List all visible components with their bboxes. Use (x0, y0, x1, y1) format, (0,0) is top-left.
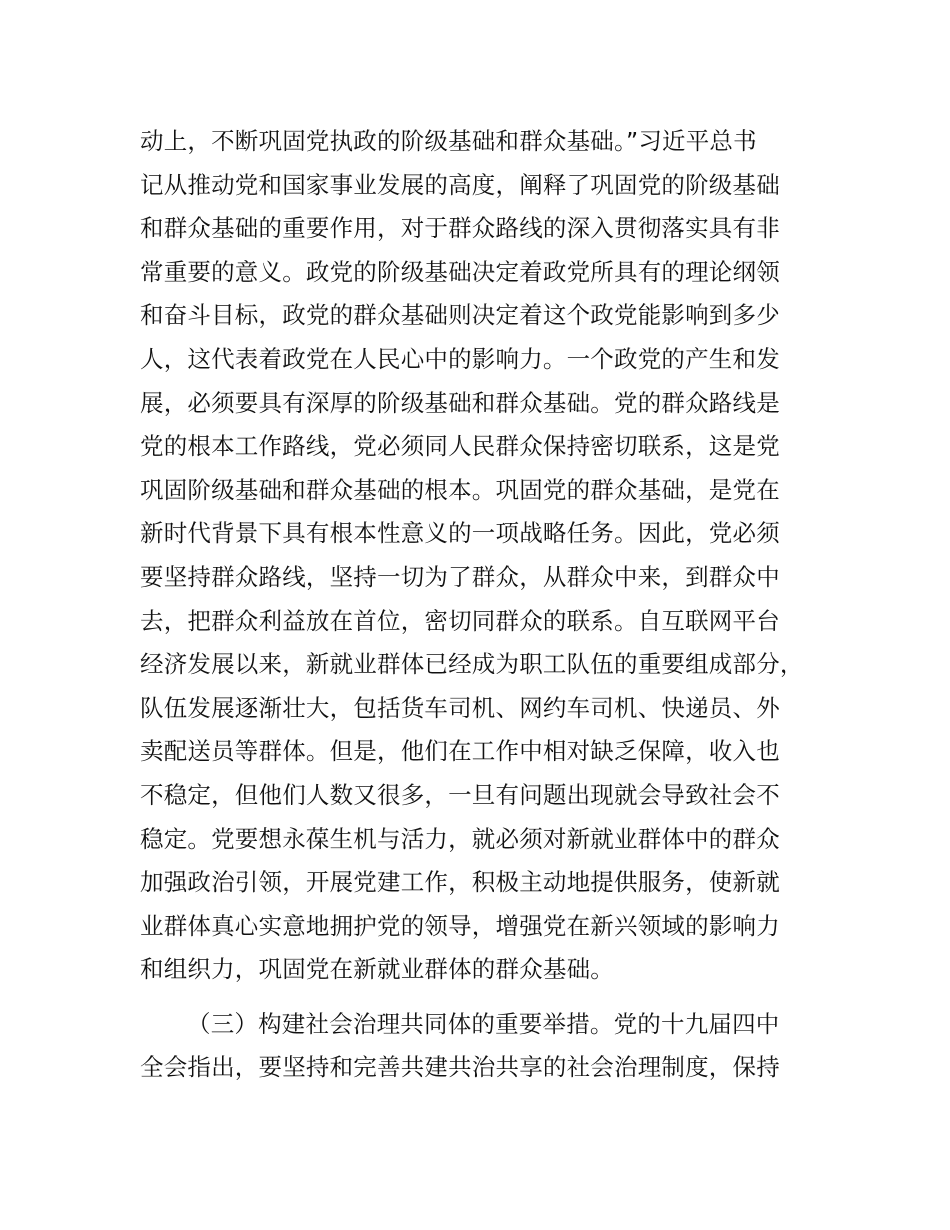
text-line: 卖配送员等群体。但是，他们在工作中相对缺乏保障，收入也 (140, 737, 780, 766)
text-line: 要坚持群众路线，坚持一切为了群众，从群众中来，到群众中 (140, 562, 780, 591)
text-line: 党的根本工作路线，党必须同人民群众保持密切联系，这是党 (140, 432, 780, 461)
text-line: 加强政治引领，开展党建工作，积极主动地提供服务，使新就 (140, 868, 780, 897)
document-body (140, 120, 840, 1090)
paragraph-2 (140, 1003, 840, 1090)
text-line: 去，把群众利益放在首位，密切同群众的联系。自互联网平台 (140, 606, 780, 635)
paragraph-spacing (140, 992, 840, 1003)
paragraph-1 (140, 120, 840, 992)
text-line: 常重要的意义。政党的阶级基础决定着政党所具有的理论纲领 (140, 257, 780, 286)
text-line: 业群体真心实意地拥护党的领导，增强党在新兴领域的影响力 (140, 911, 780, 940)
text-line: 人，这代表着政党在人民心中的影响力。一个政党的产生和发 (140, 344, 780, 373)
text-line: 和群众基础的重要作用，对于群众路线的深入贯彻落实具有非 (140, 214, 780, 243)
text-line: 动上，不断巩固党执政的阶级基础和群众基础。”习近平总书 (140, 127, 757, 155)
text-line: 稳定。党要想永葆生机与活力，就必须对新就业群体中的群众 (140, 824, 780, 853)
text-line: 不稳定，但他们人数又很多，一旦有问题出现就会导致社会不 (140, 780, 780, 809)
text-line: （三）构建社会治理共同体的重要举措。党的十九届四中 (187, 1009, 780, 1038)
text-line: 全会指出，要坚持和完善共建共治共享的社会治理制度，保持 (140, 1053, 780, 1082)
text-line: 和组织力，巩固党在新就业群体的群众基础。 (140, 955, 614, 984)
text-line: 经济发展以来，新就业群体已经成为职工队伍的重要组成部分， (140, 650, 804, 679)
text-line: 记从推动党和国家事业发展的高度，阐释了巩固党的阶级基础 (140, 170, 780, 199)
text-line: 新时代背景下具有根本性意义的一项战略任务。因此，党必须 (140, 519, 780, 548)
text-line: 展，必须要具有深厚的阶级基础和群众基础。党的群众路线是 (140, 388, 780, 417)
text-line: 和奋斗目标，政党的群众基础则决定着这个政党能影响到多少 (140, 301, 780, 330)
text-line: 队伍发展逐渐壮大，包括货车司机、网约车司机、快递员、外 (140, 693, 780, 722)
text-line: 巩固阶级基础和群众基础的根本。巩固党的群众基础，是党在 (140, 475, 780, 504)
